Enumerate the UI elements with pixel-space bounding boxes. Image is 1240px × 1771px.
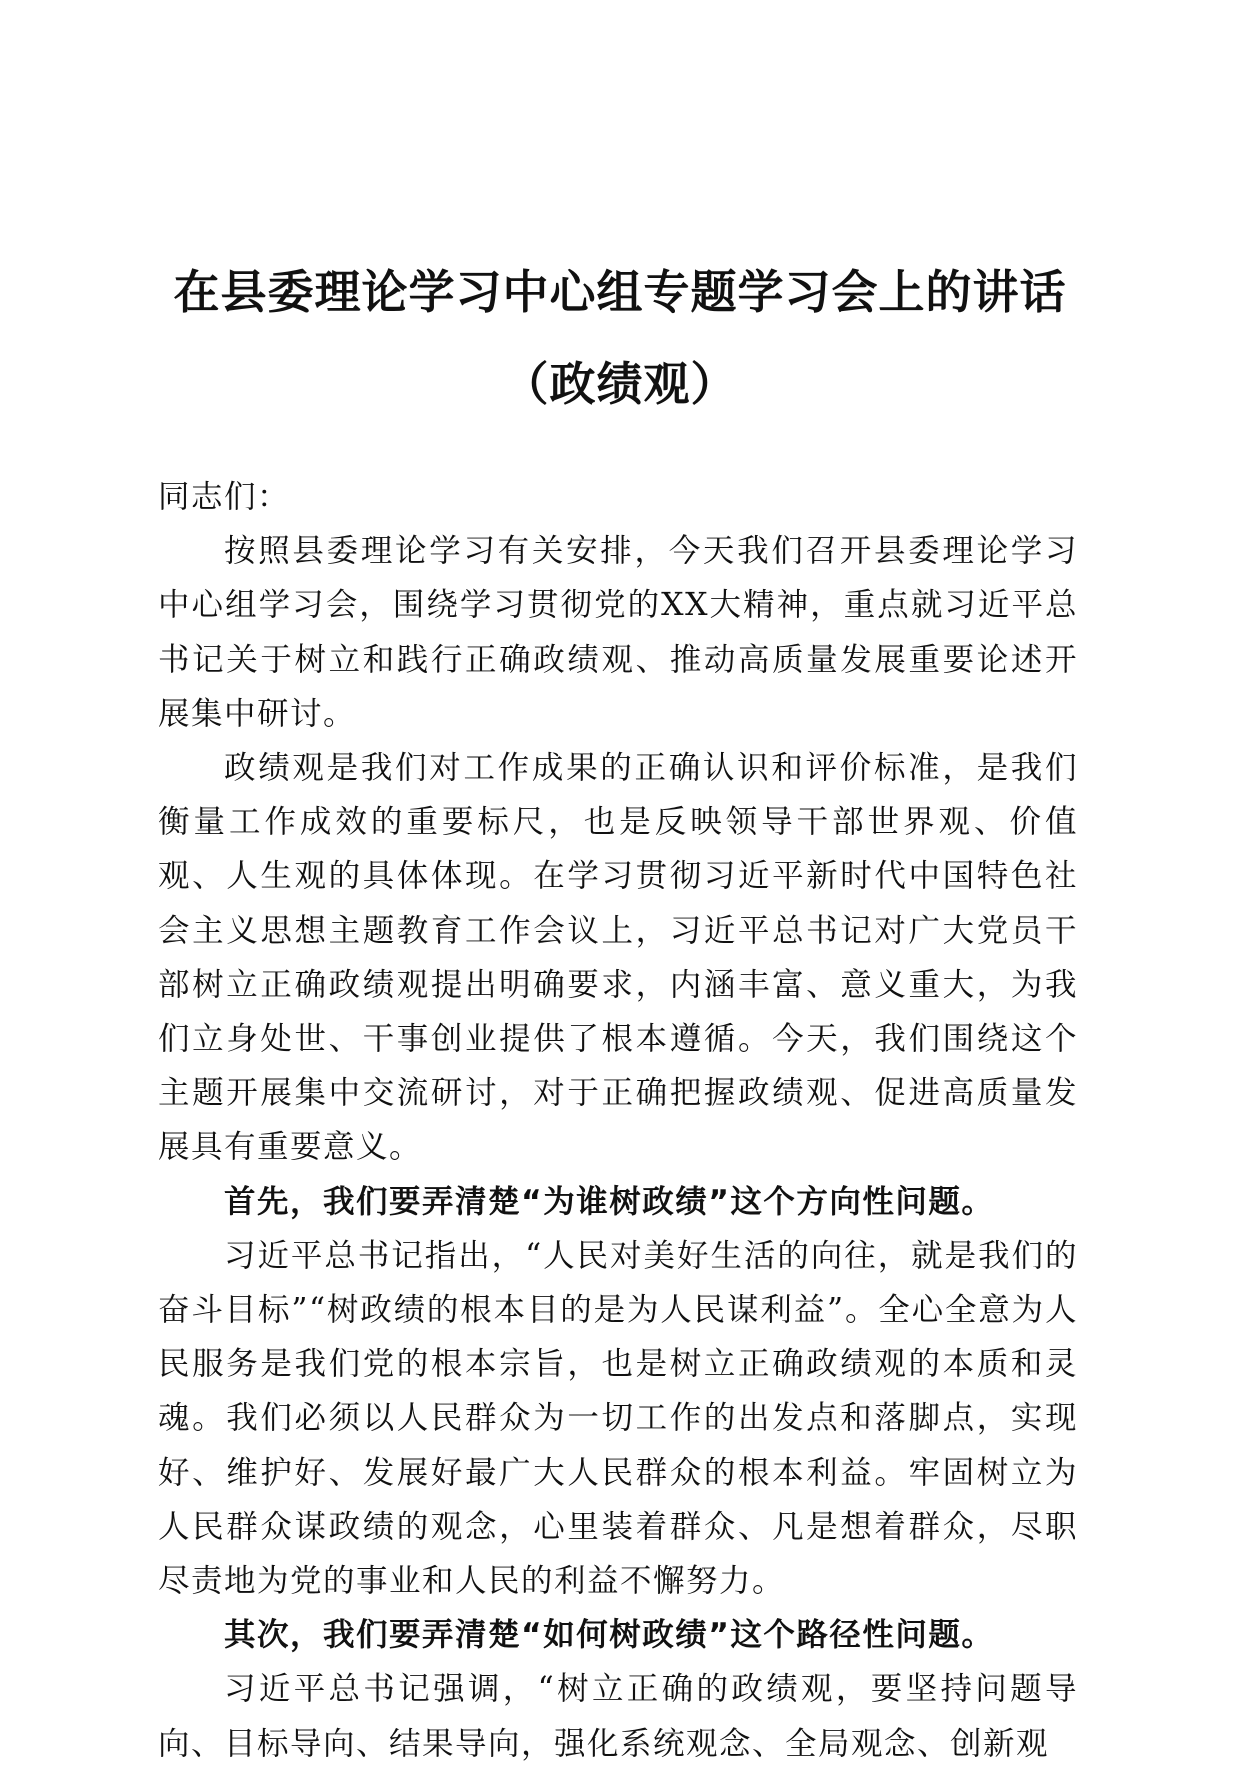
- paragraph-background: 政绩观是我们对工作成果的正确认识和评价标准，是我们衡量工作成效的重要标尺，也是反映领导干部世界观、价值观、人生观的具体体现。在学习贯彻习近平新时代中国特色社会主义思想主题教育工作会议上，习近平总书记对广大党员干部树立正确政绩观提出明确要求，内涵丰富、意义重大，为我们立身处世、干事创业提供了根本遵循。今天，我们围绕这个主题开展集中交流研讨，对于正确把握政绩观、促进高质量发展具有重要意义。: [158, 750, 1078, 1166]
- paragraph-second-body: 习近平总书记强调，“树立正确的政绩观，要坚持问题导向、目标导向、结果导向，强化系统观念、全局观念、创新观: [158, 1671, 1078, 1762]
- section-heading-first: 首先，我们要弄清楚“为谁树政绩”这个方向性问题。: [224, 1183, 995, 1220]
- paragraph-intro: 按照县委理论学习有关安排，今天我们召开县委理论学习中心组学习会，围绕学习贯彻党的XX大精神，重点就习近平总书记关于树立和践行正确政绩观、推动高质量发展重要论述开展集中研讨。: [158, 533, 1078, 732]
- paragraph-first-body: 习近平总书记指出，“人民对美好生活的向往，就是我们的奋斗目标”“树政绩的根本目的是为人民谋利益”。全心全意为人民服务是我们党的根本宗旨，也是树立正确政绩观的本质和灵魂。我们必须以人民群众为一切工作的出发点和落脚点，实现好、维护好、发展好最广大人民群众的根本利益。牢固树立为人民群众谋政绩的观念，心里装着群众、凡是想着群众，尽职尽责地为党的事业和人民的利益不懈努力。: [158, 1237, 1078, 1600]
- document-subtitle: （政绩观）: [502, 357, 738, 411]
- section-heading-second: 其次，我们要弄清楚“如何树政绩”这个路径性问题。: [224, 1617, 995, 1654]
- document-title: 在县委理论学习中心组专题学习会上的讲话: [173, 265, 1067, 319]
- document-body: [158, 470, 1078, 1771]
- salutation: 同志们：: [158, 479, 291, 515]
